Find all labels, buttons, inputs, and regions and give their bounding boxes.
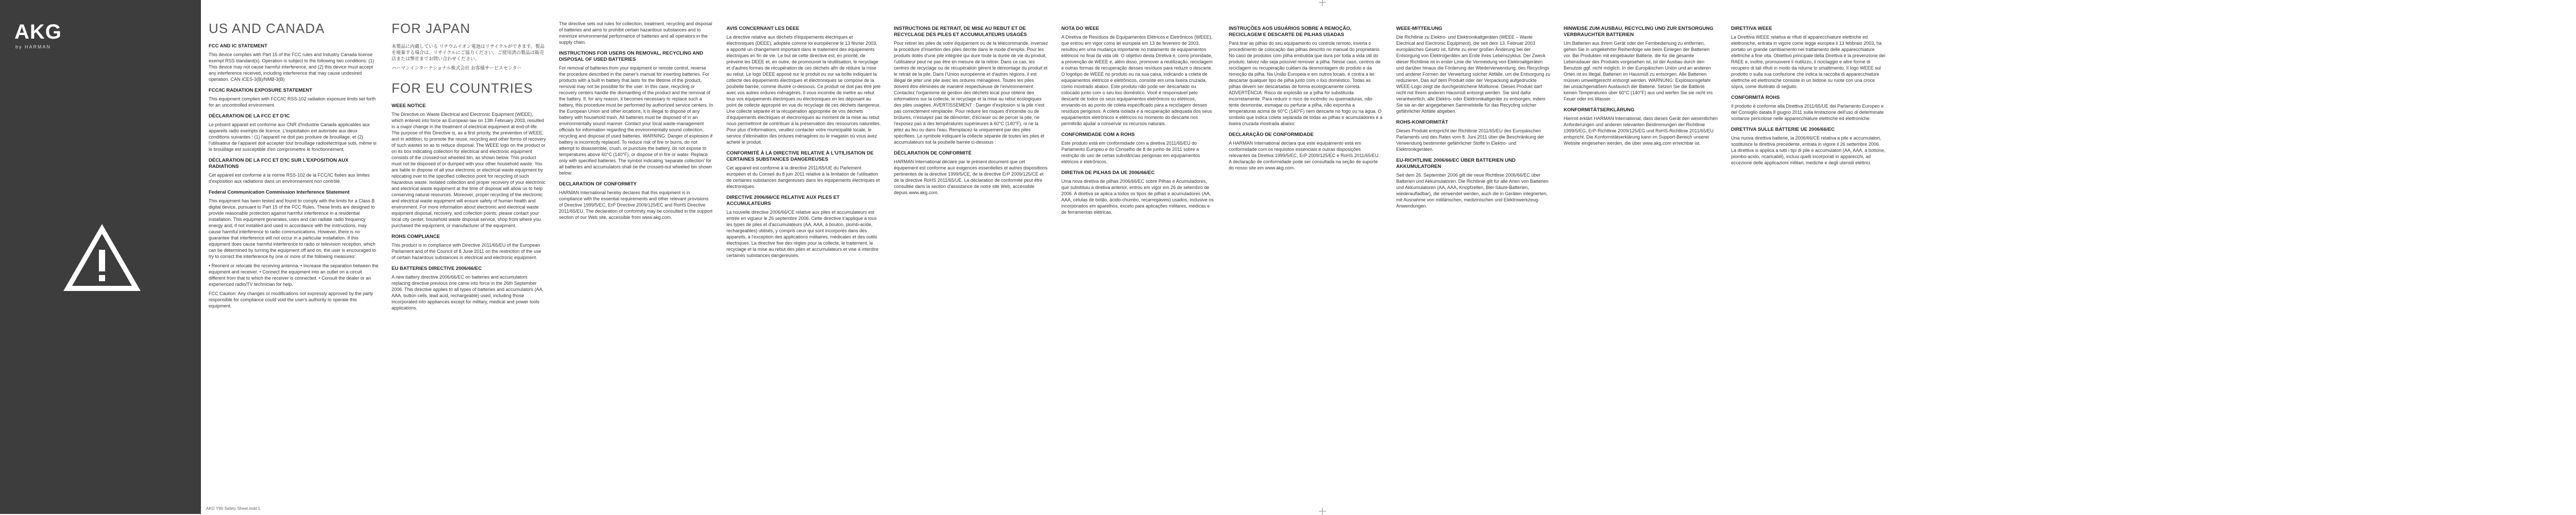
section-body: A Diretiva de Resíduos de Equipamentos Elétricos e Eletrônicos (WEEE), que entrou em vigor como lei europeia em 13 de fevereiro de 2003, resultou em uma mudança importante no tratamento de equipamentos elétricos no final da vida útil. O objetivo desta Diretiva é, como prioridade, a prevenção de WEEE e, além disso, promover a reutilização, reciclagem e outras formas de recuperação desses resíduos para reduzir o descarte. O logotipo de WEEE no produto ou na sua caixa, indicando a coleta de equipamentos elétricos e eletrônicos, consiste em uma lixeira cruzada, como mostrado abaixo. Este produto não pode ser descartado ou colocado junto com o seu lixo doméstico. Você é responsável pelo descarte de todos os seus equipamentos eletrônicos ou elétricos, enviando-os ao ponto de coleta especificado para a reciclagem desses resíduos perigosos. A coleta isolada e a recuperação adequada dos seus equipamentos eletrônicos e elétricos no momento do descarte nos permitirão ajudar a conservar os recursos naturais. [1061, 35, 1213, 126]
column-5 [894, 21, 1048, 500]
brand-subtitle: by HARMAN [15, 44, 52, 49]
column-7 [1229, 21, 1383, 500]
section-body: The Directive on Waste Electrical and Electronic Equipment (WEEE), which entered into force as European law on 13th February 2003, resulted in a major change in the treatment of electrical equipment at end-of-life. The purpose of this Directive is, as a first priority, the prevention of WEEE, and in addition, to promote the reuse, recycling and other forms of recovery of such wastes so as to reduce disposal. The WEEE logo on the product or on its box indicating collection for electrical and electronic equipment consists of the crossed-out wheeled bin, as shown below. This product must not be disposed of or dumped with your other household waste. You are liable to dispose of all your electronic or electrical waste equipment by relocating over to the specified collection point for recycling of such hazardous waste. Isolated collection and proper recovery of your electronic and electrical waste equipment at the time of disposal will allow us to help conserving natural resources. Moreover, proper recycling of the electronic and electrical waste equipment will ensure safety of human health and environment. For more information about electronic and electrical waste equipment disposal, recovery, and collection points, please contact your local city center, household waste disposal service, shop from where you purchased the equipment, or manufacturer of the equipment. [392, 112, 546, 228]
section-heading: CONFORMITÀ ROHS [1731, 95, 1780, 100]
section-heading: INSTRUCTIONS FOR USERS ON REMOVAL, RECYCLING AND DISPOSAL OF USED BATTERIES [559, 50, 703, 62]
section-heading: INSTRUCTIONS DE RETRAIT, DE MISE AU REBUT ET DE RECYCLAGE DES PILES ET ACCUMULATEURS USAGÉS [894, 26, 1027, 38]
section-body: Cet appareil est conforme à la norme RSS-102 de la FCC/IC fixées aux limites d'exposition aux radiations dans un environnement non contrôlé. [209, 173, 370, 184]
column-us-canada [209, 21, 379, 500]
section-heading: DÉCLARATION DE LA FCC ET D'IC [209, 113, 290, 119]
section-body: Il prodotto è conforme alla Direttiva 2011/65/UE del Parlamento Europeo e del Consiglio datata 8 giugno 2011 sulla limitazione dell'uso di determinate sostanze pericolose nelle apparecchiature elettriche ed elettroniche. [1731, 104, 1884, 121]
warning-icon [61, 221, 143, 294]
akg-logo: AKG [14, 21, 62, 43]
column-9 [1564, 21, 1718, 500]
section-heading: ROHS COMPLIANCE [392, 234, 440, 239]
section-body: A HARMAN International declara que este equipamento está em conformidade com os requisitos essenciais e outras disposições relevantes da Diretiva 1999/5/EC, ErP 2009/125/EC e RoHS 2011/65/EU. A declaração de conformidade pode ser consultada na seção de suporte do nosso site em www.akg.com. [1229, 141, 1380, 170]
section-body: La Direttiva WEEE relativa ai rifiuti di apparecchiature elettriche ed elettroniche, entrata in vigore come legge europea il 13 febbraio 2003, ha portato un grande cambiamento nel trattamento delle apparecchiature elettriche a fine vita. Obiettivo principale della Direttiva è la prevenzione dei RAEE e, inoltre, promuovere il riutilizzo, il riciclaggio e altre forme di recupero di tali rifiuti in modo da ridurne lo smaltimento. Il logo WEEE sul prodotto o sulla sua confezione che indica la raccolta di apparecchiature elettriche ed elettroniche consiste in un bidone su ruote con una croce sopra, come illustrato di seguito. [1731, 35, 1886, 89]
footer-file-name: AKG Y90 Safety Sheet.indd 1 [206, 506, 261, 511]
section-body: La directive relative aux déchets d'équipements électriques et électroniques (DEEE), adoptée comme loi européenne le 13 février 2003, a apporté un changement important dans le traitement des équipements électriques en fin de vie. Le but de cette directive est, en priorité, de prévenir les DEEE et, en outre, de promouvoir la réutilisation, le recyclage et d'autres formes de récupération de ces déchets afin de réduire la mise au rebut. Le logo DEEE apposé sur le produit ou sur sa boîte indiquant la collecte des équipements électriques et électroniques se compose de la poubelle barrée, comme illustré ci-dessous. Ce produit ne doit pas être jeté avec vos autres ordures ménagères. Il vous incombe de mettre au rebut tous vos équipements électriques ou électroniques en les déposant au point de collecte approprié en vue du recyclage de ces déchets dangereux. Une collecte séparée et la récupération appropriée de vos déchets d'équipements électriques et électroniques au moment de la mise au rebut nous permettront de contribuer à la préservation des ressources naturelles. Pour plus d'informations, veuillez contacter votre municipalité locale, le service d'élimination des ordures ménagères ou le magasin où vous avez acheté le produit. [726, 35, 881, 145]
section-heading: DIRETIVA DE PILHAS DA UE 2006/66/EC [1061, 170, 1155, 176]
section-heading: EU BATTERIES DIRECTIVE 2006/66/EC [392, 266, 482, 271]
section-heading: KONFORMITÄTSERKLÄRUNG [1564, 107, 1635, 113]
section-body: For removal of batteries from your equipment or remote control, reverse the procedure described in the owner's manual for inserting batteries. For products with a built in battery that lasts for the lifetime of the product, removal may not be possible for the user. In this case, recycling or recovery centers handle the dismantling of the product and the removal of the battery. If, for any reason, it becomes necessary to replace such a battery, this procedure must be performed by authorized service centers. In the European Union and other locations, it is illegal to dispose of any battery with household trash. All batteries must be disposed of in an environmentally sound manner. Contact your local waste-management officials for information regarding the environmentally sound collection, recycling and disposal of used batteries. WARNING: Danger of explosion if battery is incorrectly replaced. To reduce risk of fire or burns, do not attempt to disassemble, crush, or puncture the battery, do not expose to temperatures above 60°C (140°F), or dispose of in fire or water. Replace only with specified batteries. The symbol indicating 'separate collection' for all batteries and accumulators shall be the crossed-out wheeled bin shown below: [559, 65, 713, 176]
section-heading: DIRECTIVE 2006/66/CE RELATIVE AUX PILES ET ACCUMULATEURS [726, 195, 840, 207]
section-heading: CONFORMITÉ À LA DIRECTIVE RELATIVE À L'UTILISATION DE CERTAINES SUBSTANCES DANGEREUSES [726, 150, 874, 162]
section-heading: WEEE NOTICE [392, 103, 426, 109]
section-title-us-canada: US AND CANADA [209, 21, 325, 36]
section-body: Pour retirer les piles de votre équipement ou de la télécommande, inversez la procédure d'insertion des piles décrite dans le mode d'emploi. Pour les produits dotés d'une pile intégrée qui dure toute la durée de vie du produit, l'utilisateur peut ne pas être en mesure de la retirer. Dans ce cas, les centres de recyclage ou de récupération gèrent le démontage du produit et le retrait de la pile. Dans l'Union européenne et d'autres régions, il est illégal de jeter une pile avec les ordures ménagères. Toutes les piles doivent être éliminées de manière respectueuse de l'environnement. Contactez l'organisme de gestion des déchets local pour obtenir des informations sur la collecte, le recyclage et la mise au rebut écologiques des piles usagées. AVERTISSEMENT : Danger d'explosion si la pile n'est pas correctement remplacée. Pour réduire les risques d'incendie ou de brûlures, n'essayez pas de démonter, d'écraser ou de percer la pile, ne l'exposez pas à des températures supérieures à 60°C (140°F), ni ne la jetez au feu ou dans l'eau. Remplacez-la uniquement par des piles spécifiées. Le symbole indiquant la collecte séparée de toutes les piles et accumulateurs est la poubelle barrée ci-dessous : [894, 41, 1048, 145]
section-body: FCC Caution: Any changes or modifications not expressly approved by the party responsible for compliance could void the user's authority to operate this equipment. [209, 291, 374, 308]
section-body: This device complies with Part 15 of the FCC rules and Industry Canada license exempt RSS standard(s). Operation is subject to the following two conditions: (1) This device may not cause harmful interference, and (2) this device must accept any interference received, including interference that may cause undesired operation. CAN ICES-3(B)/NMB-3(B) [209, 52, 375, 82]
section-heading: CONFORMIDADE COM A ROHS [1061, 132, 1135, 138]
section-body: Seit dem 26. September 2006 gilt die neue Richtlinie 2006/66/EC über Batterien und Akkumulatoren. Die Richtlinie gilt für alle Arten von Batterien und Akkumulatoren (AA, AAA, Knopfzellen, Blei-Säure-Batterien, wiederaufladbar), die verwendet werden, auch die in Geräten integrierten, mit Ausnahme von militärischen, medizinischen und Elektrowerkzeug-Anwendungen. [1396, 173, 1549, 209]
section-body: The directive sets out rules for collection, treatment, recycling and disposal of batteries and aims to prohibit certain hazardous substances and to minimize environmental performance of batteries and all operators in the supply chain. [559, 21, 713, 45]
section-body: Die Richtlinie zu Elektro- und Elektronikaltgeräten (WEEE – Waste Electrical and Electronic Equipment), die seit dem 13. Februar 2003 europäisches Gesetz ist, führte zu einer großen Änderung bei der Entsorgung von Elektrogeräten am Ende ihres Lebenszyklus. Der Zweck dieser Richtlinie ist in erster Linie die Vermeidung von Elektroaltgeräten und darüber hinaus die Förderung der Wiederverwendung, des Recyclings und anderer Formen der Verwertung solcher Abfälle, um die Entsorgung zu reduzieren. Das auf dem Produkt oder der Verpackung aufgedruckte WEEE-Logo zeigt die durchgestrichene Mülltonne. Dieses Produkt darf nicht mit Ihrem anderen Hausmüll entsorgt werden. Sie sind dafür verantwortlich, alle Elektro- oder Elektronikaltgeräte zu entsorgen, indem Sie sie an der angegebenen Sammelstelle für das Recycling solcher gefährlicher Abfälle abgeben. [1396, 35, 1551, 114]
section-body: La nouvelle directive 2006/66/CE relative aux piles et accumulateurs est entrée en vigueur le 26 septembre 2006. Cette directive s'applique à tous les types de piles et d'accumulateurs (AA, AAA, à bouton, plomb-acide, rechargeables) utilisés, y compris ceux qui sont incorporés dans des appareils, à l'exception des applications militaires, médicales et des outils électriques. La directive fixe des règles pour la collecte, le traitement, le recyclage et la mise au rebut des piles et accumulateurs et vise à interdire certaines substances dangereuses. [726, 210, 879, 258]
section-body: This product is in compliance with Directive 2011/65/EU of the European Parliament and of the Council of 8 June 2011 on the restriction of the use of certain hazardous substances in electrical and electronic equipment. [392, 243, 541, 260]
section-body: HARMAN International déclare par le présent document que cet équipement est conforme aux exigences essentielles et autres dispositions pertinentes de la directive 1999/5/CE, de la directive ErP 2009/125/CE et de la directive RoHS 2011/65/UE. La déclaration de conformité peut être consultée dans la section d'assistance de notre site Web, accessible depuis www.akg.com. [894, 159, 1048, 195]
section-heading: AVIS CONCERNANT LES DEEE [726, 26, 800, 31]
column-3 [559, 21, 714, 500]
section-body: Una nuova direttiva batterie, la 2006/66/CE relativa a pile e accumulatori, sostituisce la direttiva precedente, entrata in vigore il 26 settembre 2006. La direttiva si applica a tutti i tipi di pile e accumulatori (AA, AAA, a bottone, piombo-acido, ricaricabili), inclusi quelli incorporati in apparecchi, ad eccezione delle applicazioni militari, mediche e degli utensili elettrici. [1731, 135, 1886, 165]
column-6 [1061, 21, 1216, 500]
section-body: HARMAN International hereby declares that this equipment is in compliance with the essential requirements and other relevant provisions of Directive 1999/5/EC, ErP Directive 2009/125/EC and RoHS Directive 2011/65/EU. The declaration of conformity may be consulted in the support section of our Web site, accessible from www.akg.com. [559, 190, 713, 220]
column-8 [1396, 21, 1551, 500]
column-4 [726, 21, 881, 500]
section-body: Cet appareil est conforme à la directive 2011/65/UE du Parlement européen et du Conseil du 8 juin 2011 relative à la limitation de l'utilisation de certaines substances dangereuses dans les équipements électriques et électroniques. [726, 165, 880, 189]
section-body: Le présent appareil est conforme aux CNR d'Industrie Canada applicables aux appareils radio exempts de licence. L'exploitation est autorisée aux deux conditions suivantes : (1) l'appareil ne doit pas produire de brouillage, et (2) l'utilisateur de l'appareil doit accepter tout brouillage radioélectrique subi, même si le brouillage est susceptible d'en compromettre le fonctionnement. [209, 122, 377, 152]
registration-mark [1319, 0, 1326, 6]
section-heading: WEEE-MITTEILUNG [1396, 26, 1443, 31]
section-heading: FCC AND IC STATEMENT [209, 43, 267, 49]
section-title-eu: FOR EU COUNTRIES [392, 80, 533, 96]
cover-panel [0, 0, 201, 514]
section-heading: Federal Communication Commission Interference Statement [209, 190, 350, 195]
section-heading: HINWEISE ZUM AUSBAU, RECYCLING UND ZUR ENTSORGUNG VERBRAUCHTER BATTERIEN [1564, 26, 1714, 38]
section-body: A new battery directive 2006/66/EC on batteries and accumulators replacing directive previous one came into force in the 26th September 2006. This directive applies to all types of batteries and accumulators (AA, AAA, button cells, lead acid, rechargeable) used, including those incorporated into appliances except for military, medical and power tools applications. [392, 274, 544, 311]
column-japan-eu [392, 21, 546, 500]
section-heading: DECLARAÇÃO DE CONFORMIDADE [1229, 132, 1314, 138]
section-heading: DIRETTIVA WEEE [1731, 26, 1772, 31]
column-10 [1731, 21, 1886, 500]
section-body: Uma nova diretiva de pilhas 2006/66/EC sobre Pilhas e Acumuladores, que substituiu a diretiva anterior, entrou em vigor em 26 de setembro de 2006. A diretiva se aplica a todos os tipos de pilhas e acumuladores (AA, AAA, células de botão, ácido-chumbo, recarregáveis) usados, inclusive os incorporados em aparelhos, exceto para aplicações militares, médicas e de ferramentas elétricas. [1061, 179, 1214, 215]
section-body: Dieses Produkt entspricht der Richtlinie 2011/65/EU des Europäischen Parlaments und des Rates vom 8. Juni 2011 über die Beschränkung der Verwendung bestimmter gefährlicher Stoffe in Elektro- und Elektronikgeräten. [1396, 128, 1545, 152]
section-body: Para tirar as pilhas do seu equipamento ou controle remoto, inverta o procedimento de colocação das pilhas descrito no manual do proprietário. No caso de produtos com pilha embutida que dura por toda a vida útil do produto, talvez não seja possível remover a pilha. Nesse caso, centros de reciclagem ou recuperação cuidam da desmontagem do produto e da remoção da pilha. Na União Europeia e em outros locais, é contra a lei descartar qualquer tipo de pilha junto com o lixo doméstico. Todas as pilhas devem ser descartadas de forma ecologicamente correta. ADVERTÊNCIA: Risco de explosão se a pilha for substituída incorretamente. Para reduzir o risco de incêndio ou queimaduras, não tente desmontar, esmagar ou perfurar a pilha, não exponha a temperaturas acima de 60°C (140°F) nem descarte no fogo ou na água. O símbolo que indica coleta separada de todas as pilhas e acumuladores é a lixeira cruzada mostrada abaixo: [1229, 41, 1383, 126]
section-heading: NOTA DO WEEE [1061, 26, 1099, 31]
section-body: Este produto está em conformidade com a diretiva 2011/65/EU do Parlamento Europeu e do Conselho de 8 de junho de 2011 sobre a restrição do uso de certas substâncias perigosas em equipamentos elétricos e eletrônicos. [1061, 141, 1200, 164]
section-heading: FCC/IC RADIATION EXPOSURE STATEMENT [209, 88, 313, 93]
section-heading: DIRETTIVA SULLE BATTERIE UE 2006/66/EC [1731, 127, 1835, 132]
section-heading: EU-RICHTLINIE 2006/66/EC ÜBER BATTERIEN UND AKKUMULATOREN [1396, 158, 1516, 169]
section-heading: DÉCLARATION DE CONFORMITÉ [894, 150, 972, 156]
section-heading: DÉCLARATION DE LA FCC ET D'IC SUR L'EXPOSITION AUX RADIATIONS [209, 158, 349, 169]
section-heading: ROHS-KONFORMITÄT [1396, 119, 1448, 125]
section-body: This equipment complies with FCC/IC RSS-102 radiation exposure limits set forth for an uncontrolled environment. [209, 96, 376, 108]
section-title-japan: FOR JAPAN [392, 21, 470, 36]
section-body: Hiermit erklärt HARMAN International, dass dieses Gerät den wesentlichen Anforderungen und anderen relevanten Bestimmungen der Richtlinie 1999/5/EG, ErP-Richtlinie 2009/125/EG und RoHS-Richtlinie 2011/65/EU entspricht. Die Konformitätserklärung kann im Support-Bereich unserer Website eingesehen werden, die über www.akg.com erreichbar ist. [1564, 116, 1718, 146]
section-body: • Reorient or relocate the receiving antenna. • Increase the separation between the equipment and receiver. • Connect the equipment into an outlet on a circuit different from that to which the receiver is connected. • Consult the dealer or an experienced radio/TV technician for help. [209, 263, 379, 287]
section-body: This equipment has been tested and found to comply with the limits for a Class B digital device, pursuant to Part 15 of the FCC Rules. These limits are designed to provide reasonable protection against harmful interference in a residential installation. This equipment generates, uses and can radiate radio frequency energy and, if not installed and used in accordance with the instructions, may cause harmful interference to radio communications. However, there is no guarantee that interference will not occur in a particular installation. If this equipment does cause harmful interference to radio or television reception, which can be determined by turning the equipment off and on, the user is encouraged to try to correct the interference by one or more of the following measures: [209, 198, 377, 259]
section-heading: DECLARATION OF CONFORMITY [559, 181, 637, 187]
section-heading: INSTRUÇÕES AOS USUÁRIOS SOBRE A REMOÇÃO, RECICLAGEM E DESCARTE DE PILHAS USADAS [1229, 26, 1352, 38]
section-body: Um Batterien aus Ihrem Gerät oder der Fernbedienung zu entfernen, gehen Sie in umgekehrter Reihenfolge wie beim Einlegen der Batterien vor. Bei Produkten mit eingebauter Batterie, die für die gesamte Lebensdauer des Produkts vorgesehen ist, ist der Ausbau durch den Benutzer ggf. nicht möglich. In der Europäischen Union und an anderen Orten ist es illegal, Batterien im Hausmüll zu entsorgen. Alle Batterien müssen umweltgerecht entsorgt werden. WARNUNG: Explosionsgefahr bei unsachgemäßem Austausch der Batterie. Setzen Sie die Batterie keinen Temperaturen über 60°C (140°F) aus und werfen Sie sie nicht ins Feuer oder ins Wasser. [1564, 41, 1713, 101]
japan-text-1: 本製品に内蔵している リチウムイオン電池はリサイクルができます。製品を廃棄する場合は、リサイクルにご協力ください。ご使用済の製品は販売店または弊社までお問い合わせください。 [392, 44, 545, 61]
japan-text-2: ハーマンインターナショナル株式会社 お客様サービスセンター [392, 65, 522, 71]
